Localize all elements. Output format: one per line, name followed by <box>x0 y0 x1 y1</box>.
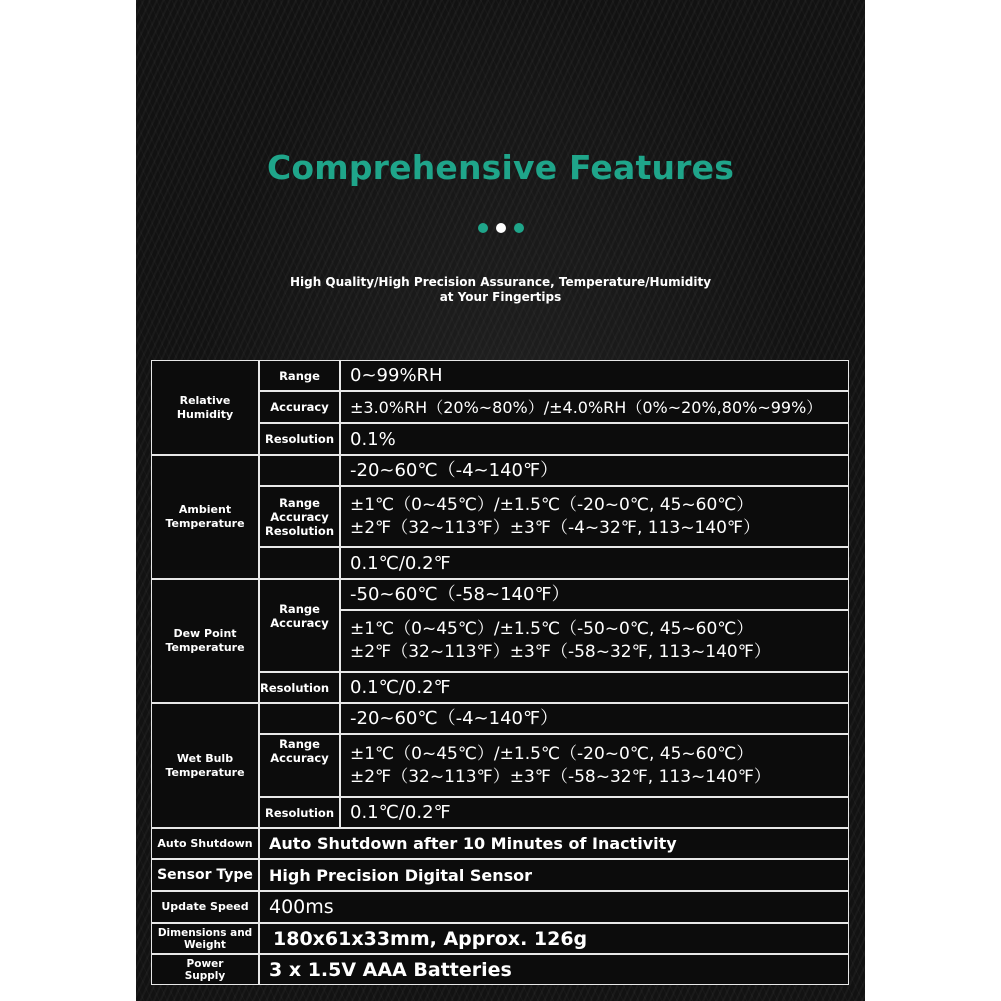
dot-icon <box>478 223 488 233</box>
subtitle-line: at Your Fingertips <box>439 290 562 304</box>
spec-value: ±1℃（0~45℃）/±1.5℃（-20~0℃, 45~60℃） ±2℉（32~113℉）±3℉（-58~32℉, 113~140℉） <box>340 734 849 797</box>
subtitle-line: High Quality/High Precision Assurance, Temperature/Humidity <box>289 275 712 289</box>
spec-label-blank <box>259 703 340 734</box>
spec-label-range: Range <box>259 360 340 391</box>
spec-label-range-accuracy: Range Accuracy <box>259 579 340 672</box>
spec-label-blank <box>259 547 340 579</box>
page-title: Comprehensive Features <box>266 148 735 187</box>
spec-value: 0~99%RH <box>340 360 849 391</box>
spec-label-power-supply: Power Supply <box>151 954 259 985</box>
spec-label-resolution: Resolution <box>259 672 340 703</box>
spec-category-dew-point: Dew Point Temperature <box>151 579 259 703</box>
spec-value: -20~60℃（-4~140℉） <box>340 703 849 734</box>
spec-label-range-accuracy: Range Accuracy <box>259 734 340 797</box>
spec-value: 0.1℃/0.2℉ <box>340 547 849 579</box>
spec-value: 3 x 1.5V AAA Batteries <box>259 954 849 985</box>
spec-value: 180x61x33mm, Approx. 126g <box>259 923 849 954</box>
dot-icon <box>514 223 524 233</box>
spec-label-auto-shutdown: Auto Shutdown <box>151 828 259 859</box>
spec-value: -20~60℃（-4~140℉） <box>340 455 849 486</box>
spec-label-sensor-type: Sensor Type <box>151 859 259 891</box>
spec-value: 0.1℃/0.2℉ <box>340 797 849 828</box>
spec-label-update-speed: Update Speed <box>151 891 259 923</box>
spec-category-ambient: Ambient Temperature <box>151 455 259 579</box>
spec-label-blank <box>259 455 340 486</box>
spec-category-wet-bulb: Wet Bulb Temperature <box>151 703 259 828</box>
spec-label-resolution: Resolution <box>259 797 340 828</box>
spec-value: ±3.0%RH（20%~80%）/±4.0%RH（0%~20%,80%~99%） <box>340 391 849 423</box>
spec-value: 0.1% <box>340 423 849 455</box>
spec-value: High Precision Digital Sensor <box>259 859 849 891</box>
spec-category-humidity: Relative Humidity <box>151 360 259 455</box>
spec-label-accuracy: Accuracy <box>259 391 340 423</box>
dot-indicator <box>136 218 865 237</box>
spec-value: -50~60℃（-58~140℉） <box>340 579 849 610</box>
spec-value: ±1℃（0~45℃）/±1.5℃（-20~0℃, 45~60℃） ±2℉（32~113℉）±3℉（-4~32℉, 113~140℉） <box>340 486 849 547</box>
dot-icon <box>496 223 506 233</box>
page-subtitle <box>136 275 865 305</box>
spec-label-range-accuracy-resolution: Range Accuracy Resolution <box>259 486 340 547</box>
spec-value: Auto Shutdown after 10 Minutes of Inactivity <box>259 828 849 859</box>
spec-value: ±1℃（0~45℃）/±1.5℃（-50~0℃, 45~60℃） ±2℉（32~113℉）±3℉（-58~32℉, 113~140℉） <box>340 610 849 672</box>
spec-label-dimensions: Dimensions and Weight <box>151 923 259 954</box>
spec-value: 0.1℃/0.2℉ <box>340 672 849 703</box>
spec-value: 400ms <box>259 891 849 923</box>
spec-label-resolution: Resolution <box>259 423 340 455</box>
